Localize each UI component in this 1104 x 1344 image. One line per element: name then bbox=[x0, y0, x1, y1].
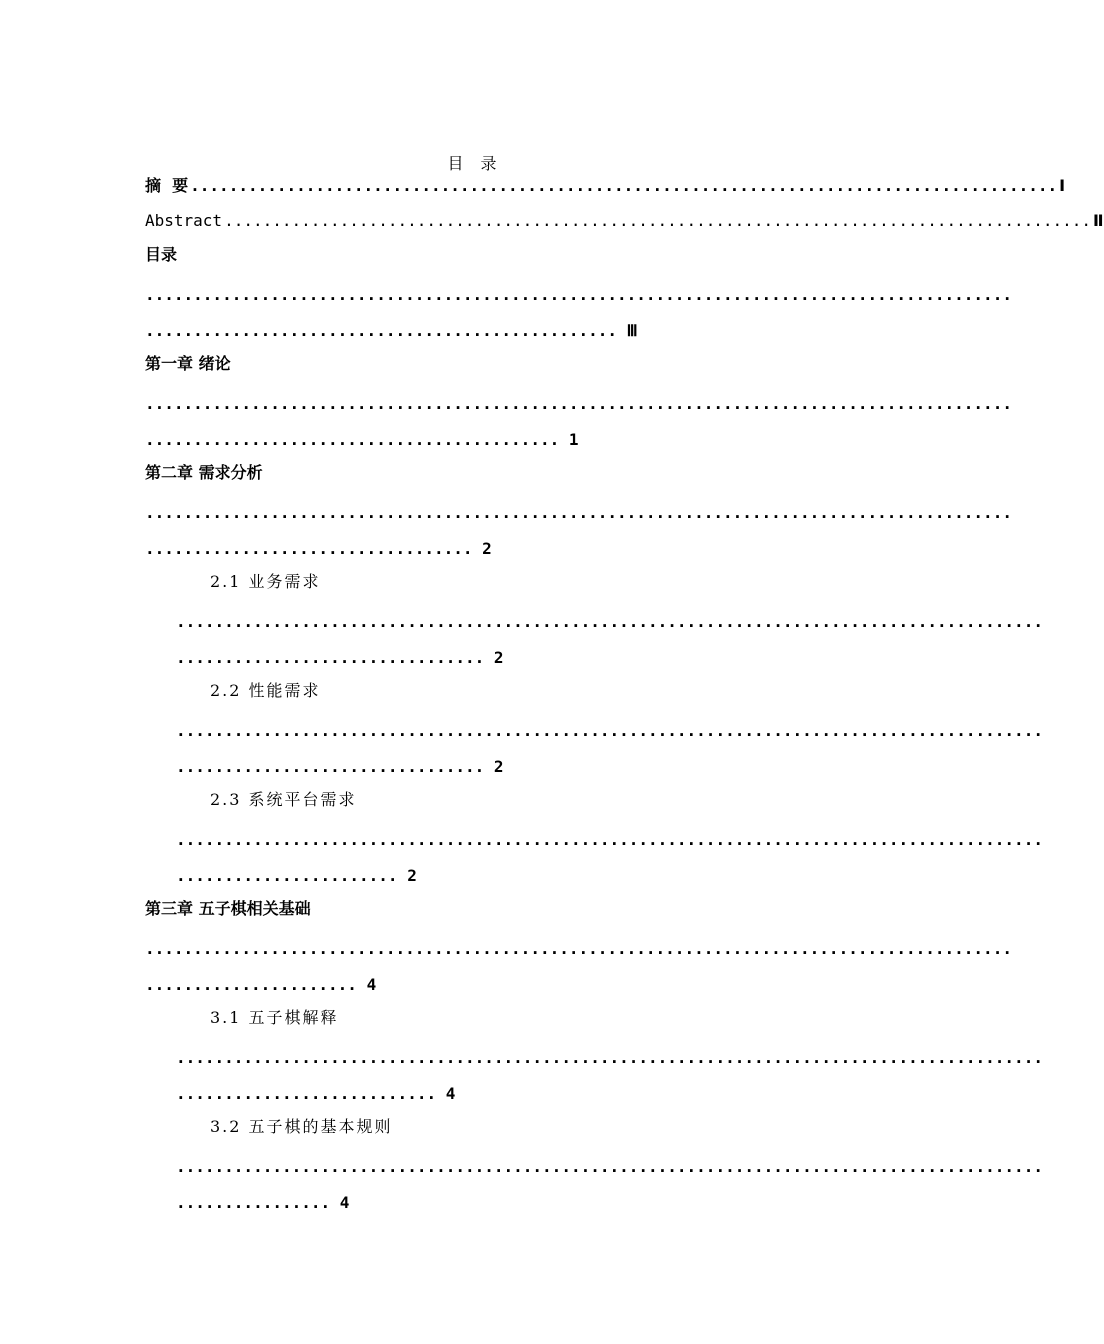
toc-entry-leader-end bbox=[145, 430, 578, 450]
leader-dots: ................................ bbox=[176, 648, 494, 667]
leader-dots: .......................................................................................... bbox=[145, 285, 1012, 304]
leader-dots: ................................ bbox=[176, 757, 494, 776]
toc-entry-page: 2 bbox=[482, 539, 492, 558]
leader-dots: ...................... bbox=[145, 975, 367, 994]
toc-entry-page: 1 bbox=[568, 430, 579, 449]
toc-entry-leader-end bbox=[145, 975, 376, 995]
leader-dots: .......................................................................................... bbox=[176, 721, 1043, 740]
toc-entry-abstract-en[interactable] bbox=[145, 211, 1104, 231]
leader-dots: .......................................................................................... bbox=[145, 939, 1012, 958]
leader-dots: .......................................................................................... bbox=[176, 830, 1043, 849]
toc-entry-page: 4 bbox=[445, 1084, 456, 1103]
toc-entry-leader-end bbox=[176, 757, 504, 777]
toc-entry-page: 2 bbox=[407, 866, 417, 885]
leader-dots: ........................... bbox=[176, 1084, 446, 1103]
leader-dots: .......................................................................................... bbox=[145, 394, 1012, 413]
toc-entry-leader-end bbox=[145, 321, 638, 341]
leader-dots: .......................................................................................... bbox=[224, 211, 1092, 230]
toc-entry-label[interactable]: 2.1 业务需求 bbox=[210, 572, 321, 591]
leader-dots: .................................. bbox=[145, 539, 483, 558]
leader-dots: ........................................... bbox=[145, 430, 569, 449]
toc-entry-label[interactable]: 2.2 性能需求 bbox=[210, 681, 321, 700]
leader-dots: .......................................................................................... bbox=[176, 1048, 1043, 1067]
toc-entry-label: Abstract bbox=[145, 211, 223, 230]
toc-entry-leader-end bbox=[176, 1084, 455, 1104]
toc-entry-label[interactable]: 3.1 五子棋解释 bbox=[210, 1008, 339, 1027]
leader-dots: ....................... bbox=[176, 866, 408, 885]
leader-dots: ................ bbox=[176, 1193, 340, 1212]
toc-entry-abstract-cn[interactable] bbox=[145, 176, 1066, 196]
toc-entry-leader-end bbox=[145, 539, 492, 559]
toc-entry-page: 4 bbox=[339, 1193, 350, 1212]
toc-entry-page: 2 bbox=[493, 648, 504, 667]
toc-entry-leader-end bbox=[176, 648, 504, 668]
toc-entry-label[interactable]: 3.2 五子棋的基本规则 bbox=[210, 1117, 393, 1136]
toc-entry-label[interactable]: 第三章 五子棋相关基础 bbox=[145, 899, 311, 918]
toc-entry-label[interactable]: 第一章 绪论 bbox=[145, 354, 231, 373]
leader-dots: .......................................................................................... bbox=[145, 503, 1012, 522]
toc-entry-label[interactable]: 第二章 需求分析 bbox=[145, 463, 263, 482]
toc-entry-label: 摘 要 bbox=[145, 176, 189, 195]
toc-entry-page: Ⅲ bbox=[626, 321, 638, 340]
toc-entry-label[interactable]: 2.3 系统平台需求 bbox=[210, 790, 357, 809]
toc-entry-leader-end bbox=[176, 866, 417, 886]
toc-title: 目 录 bbox=[447, 154, 503, 173]
leader-dots: .......................................................................................... bbox=[176, 1157, 1043, 1176]
toc-entry-page: Ⅰ bbox=[1059, 176, 1066, 195]
toc-entry-page: Ⅱ bbox=[1093, 211, 1104, 230]
leader-dots: ................................................. bbox=[145, 321, 627, 340]
toc-entry-label[interactable]: 目录 bbox=[145, 245, 178, 264]
toc-entry-page: 2 bbox=[493, 757, 504, 776]
leader-dots: .......................................................................................... bbox=[190, 176, 1058, 195]
toc-entry-page: 4 bbox=[366, 975, 377, 994]
leader-dots: .......................................................................................... bbox=[176, 612, 1043, 631]
toc-entry-leader-end bbox=[176, 1193, 349, 1213]
